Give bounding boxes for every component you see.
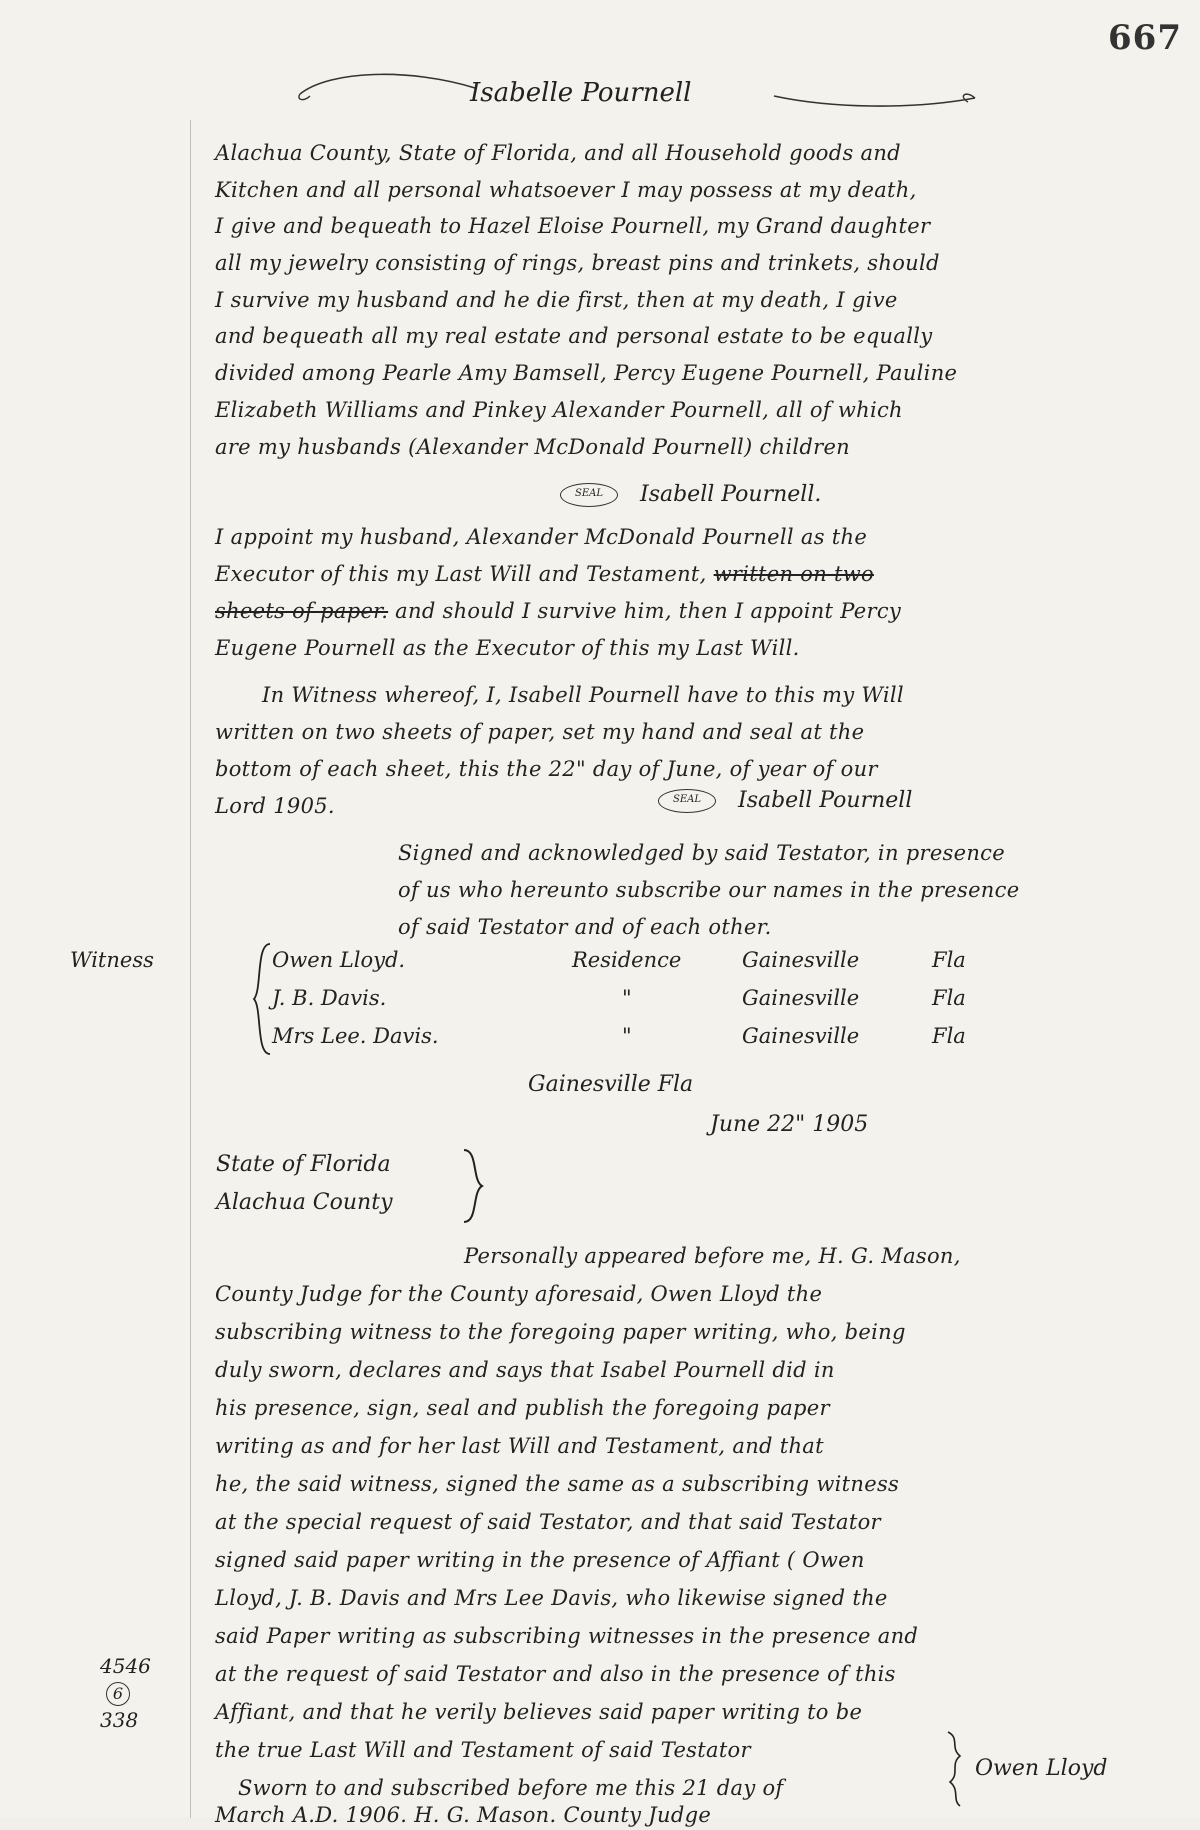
margin-note-bottom: 338	[100, 1708, 139, 1732]
witness-city: Gainesville	[742, 986, 860, 1010]
circled-number-icon: 6	[106, 1682, 130, 1706]
affidavit-line: Lloyd, J. B. Davis and Mrs Lee Davis, who likewise signed the	[215, 1586, 888, 1610]
testator-signature-block	[658, 788, 912, 813]
place: Gainesville Fla	[528, 1072, 694, 1097]
executor-text: Executor of this my Last Will and Testament,	[215, 562, 707, 586]
page-number: 667	[1108, 18, 1182, 58]
affidavit-line: Personally appeared before me, H. G. Mason,	[464, 1244, 961, 1268]
will-line: I survive my husband and he die first, then at my death, I give	[215, 288, 898, 312]
attestation-line: Signed and acknowledged by said Testator, in presence	[398, 841, 1005, 865]
swash-flourish-left-icon	[290, 66, 480, 106]
will-line: written on two sheets of paper, set my hand and seal at the	[215, 720, 865, 744]
witness-row	[272, 1024, 966, 1048]
affidavit-line: said Paper writing as subscribing witnesses in the presence and	[215, 1624, 919, 1648]
witness-label: Witness	[70, 948, 154, 972]
will-line	[215, 559, 1175, 589]
will-line: divided among Pearle Amy Bamsell, Percy Eugene Pournell, Pauline	[215, 361, 958, 385]
will-line: are my husbands (Alexander McDonald Pournell) children	[215, 435, 851, 459]
header-name: Isabelle Pournell	[470, 78, 692, 108]
testator-signature-block	[560, 482, 821, 507]
affidavit-line: at the special request of said Testator, and that said Testator	[215, 1510, 881, 1534]
witness-row	[272, 986, 966, 1010]
margin-rule	[190, 120, 191, 1818]
will-line: Elizabeth Williams and Pinkey Alexander Pournell, all of which	[215, 398, 903, 422]
affidavit-line: at the request of said Testator and also in the presence of this	[215, 1662, 896, 1686]
affidavit-line: the true Last Will and Testament of said Testator	[215, 1738, 751, 1762]
venue-state: State of Florida	[216, 1152, 391, 1177]
witness-name: Owen Lloyd.	[272, 948, 406, 972]
affidavit-line: writing as and for her last Will and Testament, and that	[215, 1434, 824, 1458]
witness-state: Fla	[932, 1024, 966, 1048]
witness-residence-label: "	[622, 986, 632, 1010]
affidavit-line: Affiant, and that he verily believes said paper writing to be	[215, 1700, 863, 1724]
affiant-signature: Owen Lloyd	[975, 1756, 1108, 1781]
swash-flourish-right-icon	[770, 88, 980, 118]
witness-city: Gainesville	[742, 1024, 860, 1048]
will-line: In Witness whereof, I, Isabell Pournell have to this my Will	[262, 683, 904, 707]
brace-icon	[460, 1146, 486, 1226]
will-line: Kitchen and all personal whatsoever I may possess at my death,	[215, 178, 917, 202]
attestation-line: of said Testator and of each other.	[398, 915, 772, 939]
will-line: I give and bequeath to Hazel Eloise Pournell, my Grand daughter	[215, 214, 931, 238]
date: June 22" 1905	[710, 1112, 869, 1137]
will-line: and bequeath all my real estate and personal estate to be equally	[215, 324, 933, 348]
will-line: I appoint my husband, Alexander McDonald Pournell as the	[215, 525, 868, 549]
witness-residence-label: Residence	[572, 948, 682, 972]
will-line	[215, 596, 1175, 626]
brace-icon	[944, 1728, 966, 1808]
struck-text: written on two	[713, 562, 874, 586]
will-line: Eugene Pournell as the Executor of this my Last Will.	[215, 636, 800, 660]
affidavit-line: subscribing witness to the foregoing paper writing, who, being	[215, 1320, 906, 1344]
margin-note-top: 4546	[100, 1654, 151, 1678]
seal-icon: SEAL	[560, 483, 618, 507]
jurat-line: March A.D. 1906. H. G. Mason. County Judge	[215, 1803, 712, 1827]
witness-city: Gainesville	[742, 948, 860, 972]
will-line: all my jewelry consisting of rings, breast pins and trinkets, should	[215, 251, 940, 275]
margin-note-circled	[106, 1680, 130, 1706]
brace-icon	[250, 940, 272, 1058]
will-line: Lord 1905.	[215, 794, 335, 818]
executor-text: and should I survive him, then I appoint Percy	[395, 599, 902, 623]
will-line: bottom of each sheet, this the 22" day of June, of year of our	[215, 757, 878, 781]
witness-name: J. B. Davis.	[272, 986, 387, 1010]
attestation-line: of us who hereunto subscribe our names in the presence	[398, 878, 1020, 902]
witness-name: Mrs Lee. Davis.	[272, 1024, 439, 1048]
testator-signature: Isabell Pournell	[738, 788, 913, 813]
affidavit-line: duly sworn, declares and says that Isabel Pournell did in	[215, 1358, 835, 1382]
affidavit-line: signed said paper writing in the presence of Affiant ( Owen	[215, 1548, 865, 1572]
affidavit-line: he, the said witness, signed the same as a subscribing witness	[215, 1472, 900, 1496]
testator-signature: Isabell Pournell.	[640, 482, 822, 507]
will-line: Alachua County, State of Florida, and all Household goods and	[215, 141, 901, 165]
witness-state: Fla	[932, 948, 966, 972]
witness-residence-label: "	[622, 1024, 632, 1048]
affidavit-line: County Judge for the County aforesaid, Owen Lloyd the	[215, 1282, 823, 1306]
jurat-line: Sworn to and subscribed before me this 21 day of	[238, 1776, 784, 1800]
struck-text: sheets of paper.	[215, 599, 389, 623]
affidavit-line: his presence, sign, seal and publish the foregoing paper	[215, 1396, 830, 1420]
witness-state: Fla	[932, 986, 966, 1010]
venue-county: Alachua County	[216, 1190, 393, 1215]
seal-icon: SEAL	[658, 789, 716, 813]
witness-row	[272, 948, 966, 972]
